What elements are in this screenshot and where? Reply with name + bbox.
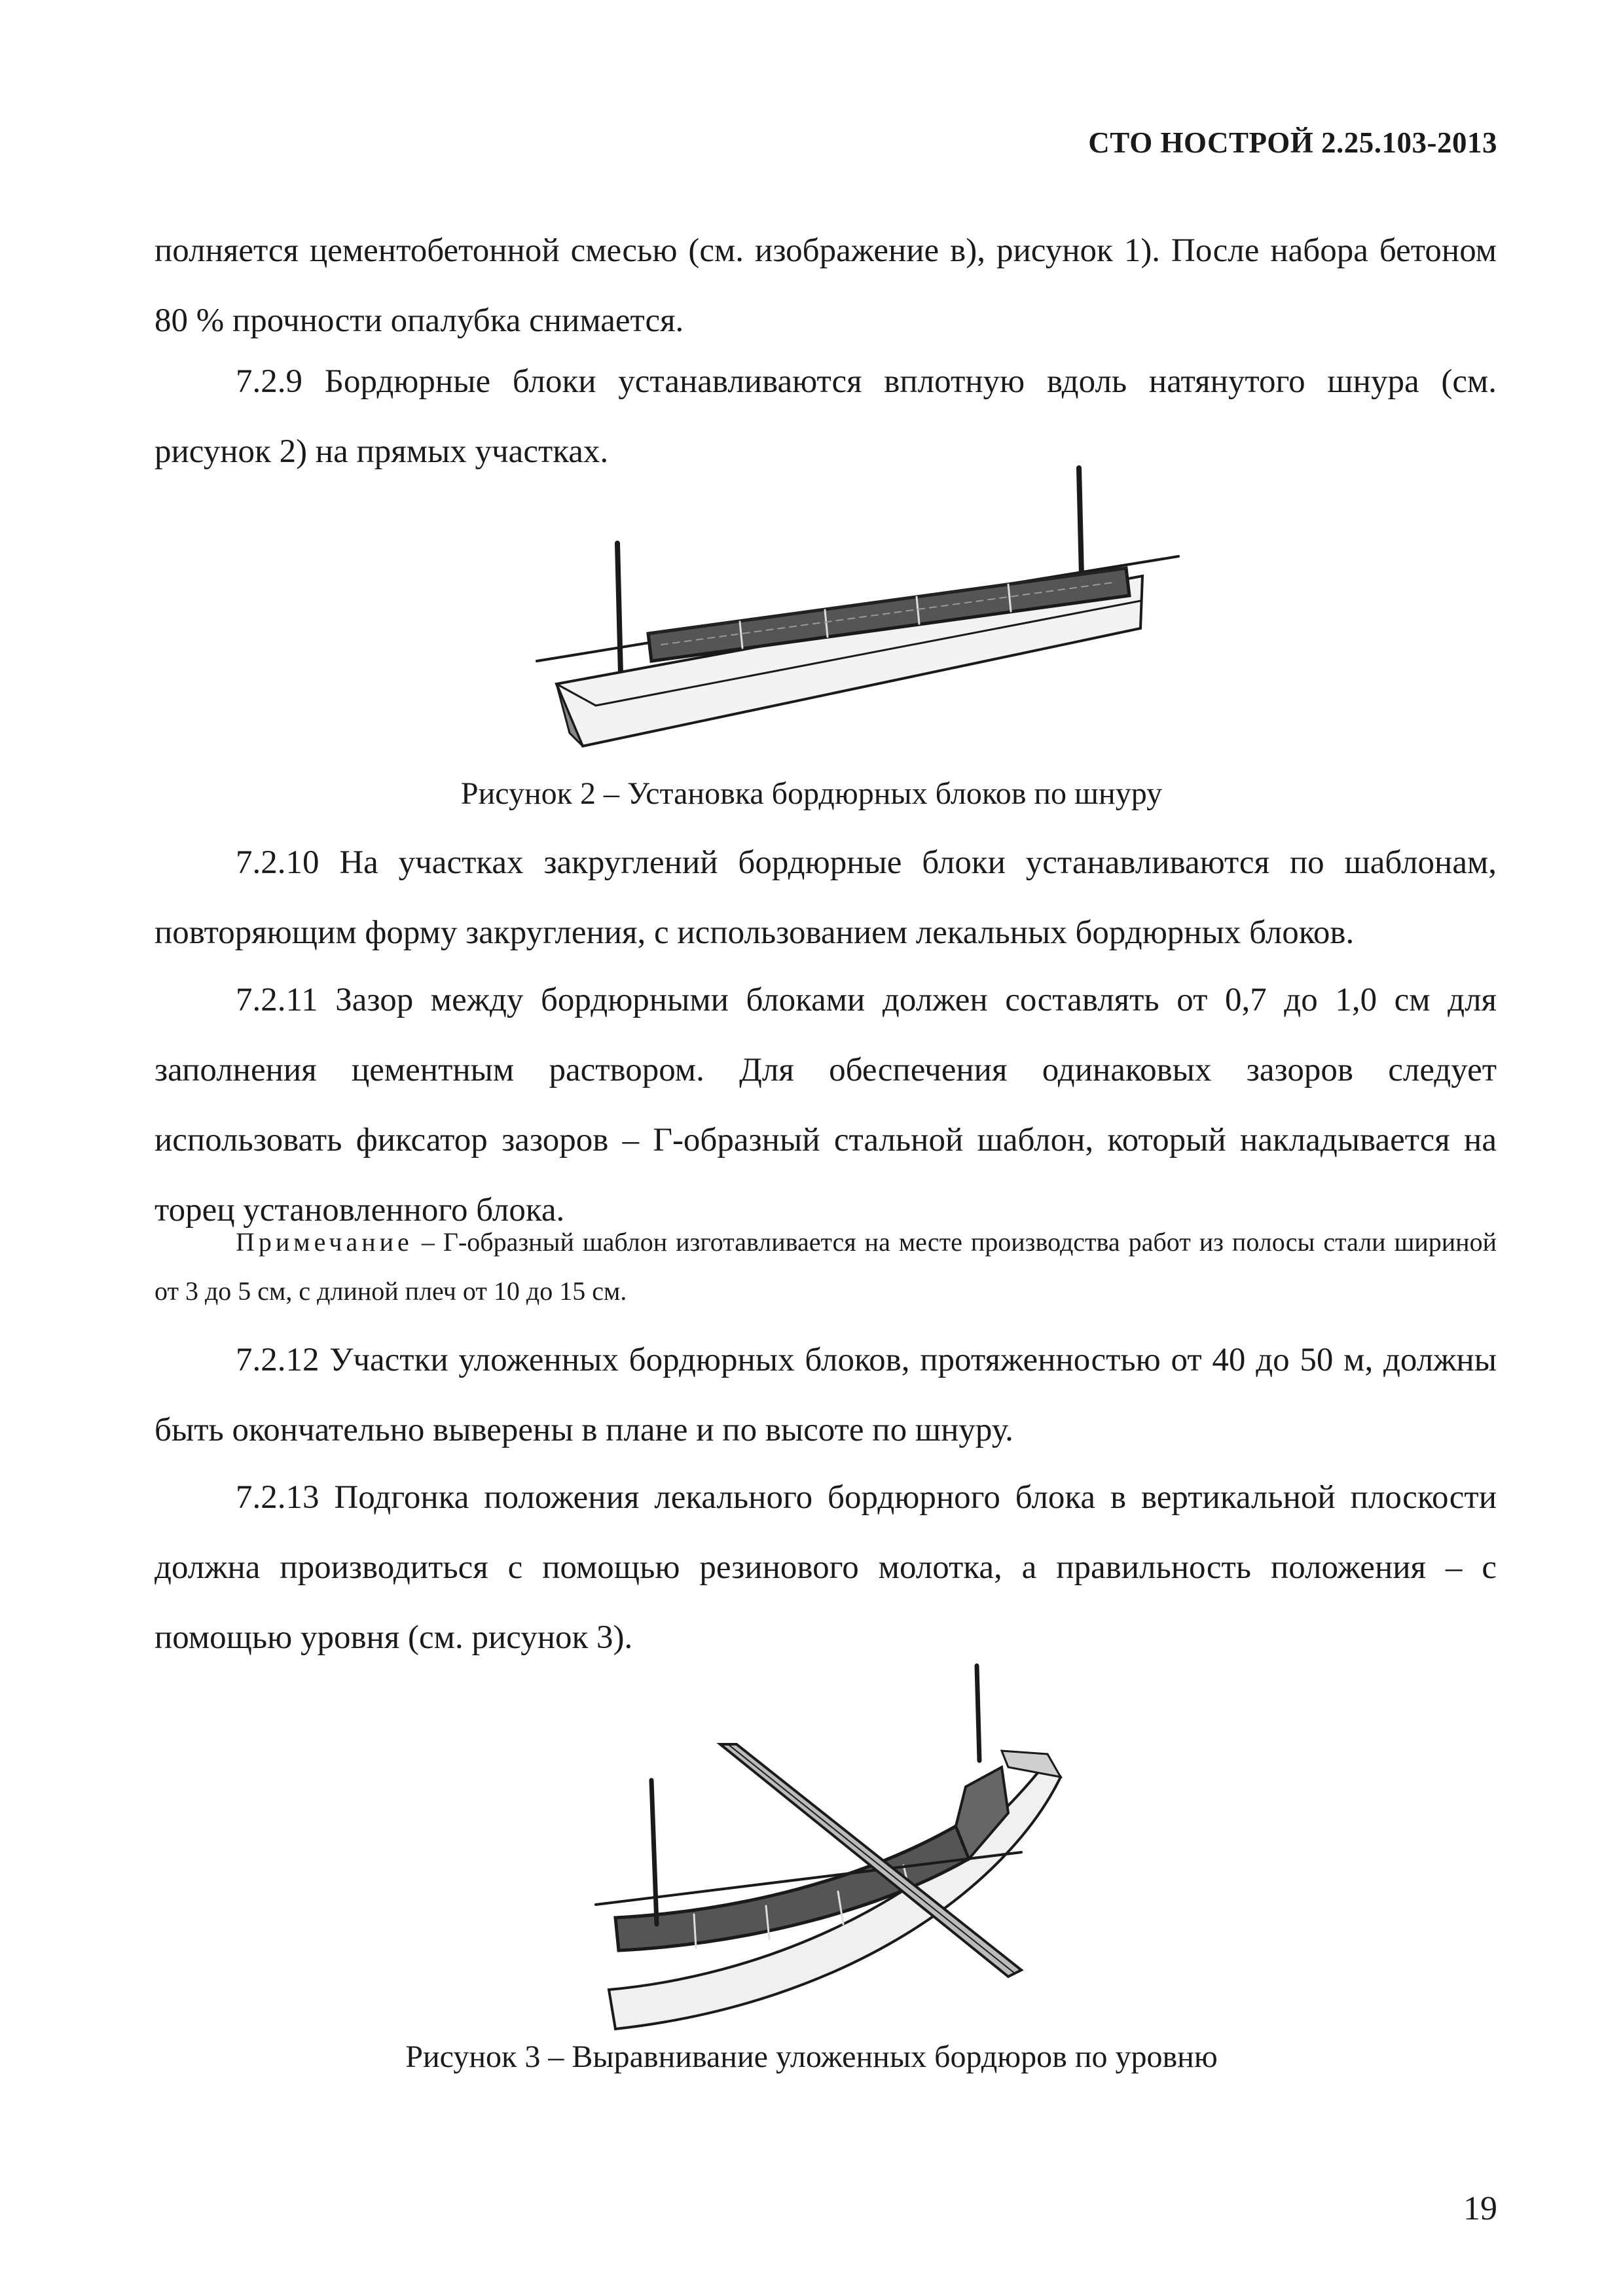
note-label: Примечание	[236, 1227, 413, 1257]
paragraph-7-2-13-text: 7.2.13 Подгонка положения лекального бордюрного блока в вертикальной плоскости должна производиться с помощью резинового молотка, а правильность положения – с помощью уровня (см. рисунок 3).	[155, 1479, 1497, 1656]
paragraph-7-2-13	[155, 1463, 1497, 1673]
paragraph-7-2-12	[155, 1325, 1497, 1465]
note-text: – Г-образный шаблон изготавливается на месте производства работ из полосы стали шириной от 3 до 5 см, с длиной плеч от 10 до 15 см.	[155, 1227, 1497, 1306]
figure-2-caption: Рисунок 2 – Установка бордюрных блоков по шнуру	[460, 776, 1163, 811]
page-number: 19	[1463, 2190, 1497, 2227]
figure-3-curb-level-drawing	[589, 1662, 1087, 2036]
figure-2-curb-line-drawing	[524, 458, 1198, 766]
paragraph-7-2-11	[155, 965, 1497, 1246]
paragraph-7-2-10-text: 7.2.10 На участках закруглений бордюрные блоки устанавливаются по шаблонам, повторяющим форму закругления, с использованием лекальных бордюрных блоков.	[155, 844, 1497, 951]
paragraph-7-2-11-text: 7.2.11 Зазор между бордюрными блоками должен составлять от 0,7 до 1,0 см для заполнения цементным раствором. Для обеспечения одинаковых зазоров следует использовать фиксатор зазоров – Г-образный стальной шаблон, который накладывается на торец установленного блока.	[155, 982, 1497, 1229]
paragraph-7-2-12-text: 7.2.12 Участки уложенных бордюрных блоков, протяженностью от 40 до 50 м, должны быть окончательно выверены в плане и по высоте по шнуру.	[155, 1342, 1497, 1448]
paragraph-continuation: полняется цементобетонной смесью (см. изображение в), рисунок 1). После набора бетоном 80 % прочности опалубка снимается.	[155, 232, 1497, 339]
paragraph-7-2-9-text: 7.2.9 Бордюрные блоки устанавливаются вплотную вдоль натянутого шнура (см. рисунок 2) на прямых участках.	[155, 363, 1497, 470]
note-block	[155, 1217, 1497, 1316]
paragraph-7-2-10	[155, 828, 1497, 968]
document-header: СТО НОСТРОЙ 2.25.103-2013	[1088, 126, 1497, 159]
figure-3-caption: Рисунок 3 – Выравнивание уложенных бордюров по уровню	[405, 2039, 1218, 2074]
